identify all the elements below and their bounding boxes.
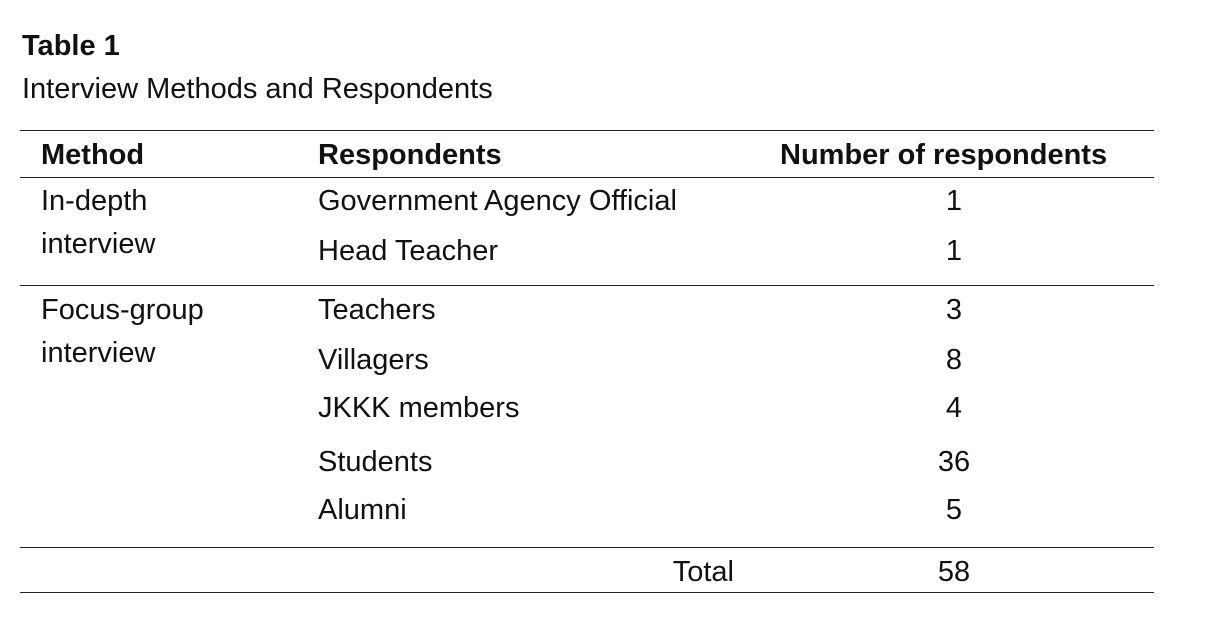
respondent-cell: Alumni	[318, 494, 407, 526]
respondent-cell: Government Agency Official	[318, 185, 677, 217]
count-cell: 3	[945, 294, 963, 326]
respondent-cell: Villagers	[318, 344, 429, 376]
method-label-line-2: interview	[41, 337, 156, 369]
respondent-cell: Students	[318, 446, 433, 478]
respondent-cell: Teachers	[318, 294, 436, 326]
method-label-line-2: interview	[41, 228, 156, 260]
respondent-cell: Head Teacher	[318, 235, 499, 267]
count-cell: 5	[945, 494, 963, 526]
count-cell: 4	[945, 392, 963, 424]
header-rule	[20, 177, 1154, 178]
total-label: Total	[672, 556, 734, 588]
header-number-of-respondents: Number of respondents	[780, 139, 1108, 171]
count-cell: 1	[945, 235, 963, 267]
bottom-rule	[20, 592, 1154, 593]
table-number: Table 1	[22, 30, 120, 62]
count-cell: 1	[945, 185, 963, 217]
header-respondents: Respondents	[318, 139, 502, 171]
total-rule	[20, 547, 1154, 548]
respondent-cell: JKKK members	[318, 392, 520, 424]
table-title: Interview Methods and Respondents	[22, 73, 493, 105]
count-cell: 8	[945, 344, 963, 376]
top-rule	[20, 130, 1154, 131]
header-method: Method	[41, 139, 145, 171]
count-cell: 36	[937, 446, 971, 478]
method-label-line-1: Focus-group	[41, 294, 204, 326]
group-divider-rule	[20, 285, 1154, 286]
method-label-line-1: In-depth	[41, 185, 148, 217]
total-count: 58	[937, 556, 971, 588]
